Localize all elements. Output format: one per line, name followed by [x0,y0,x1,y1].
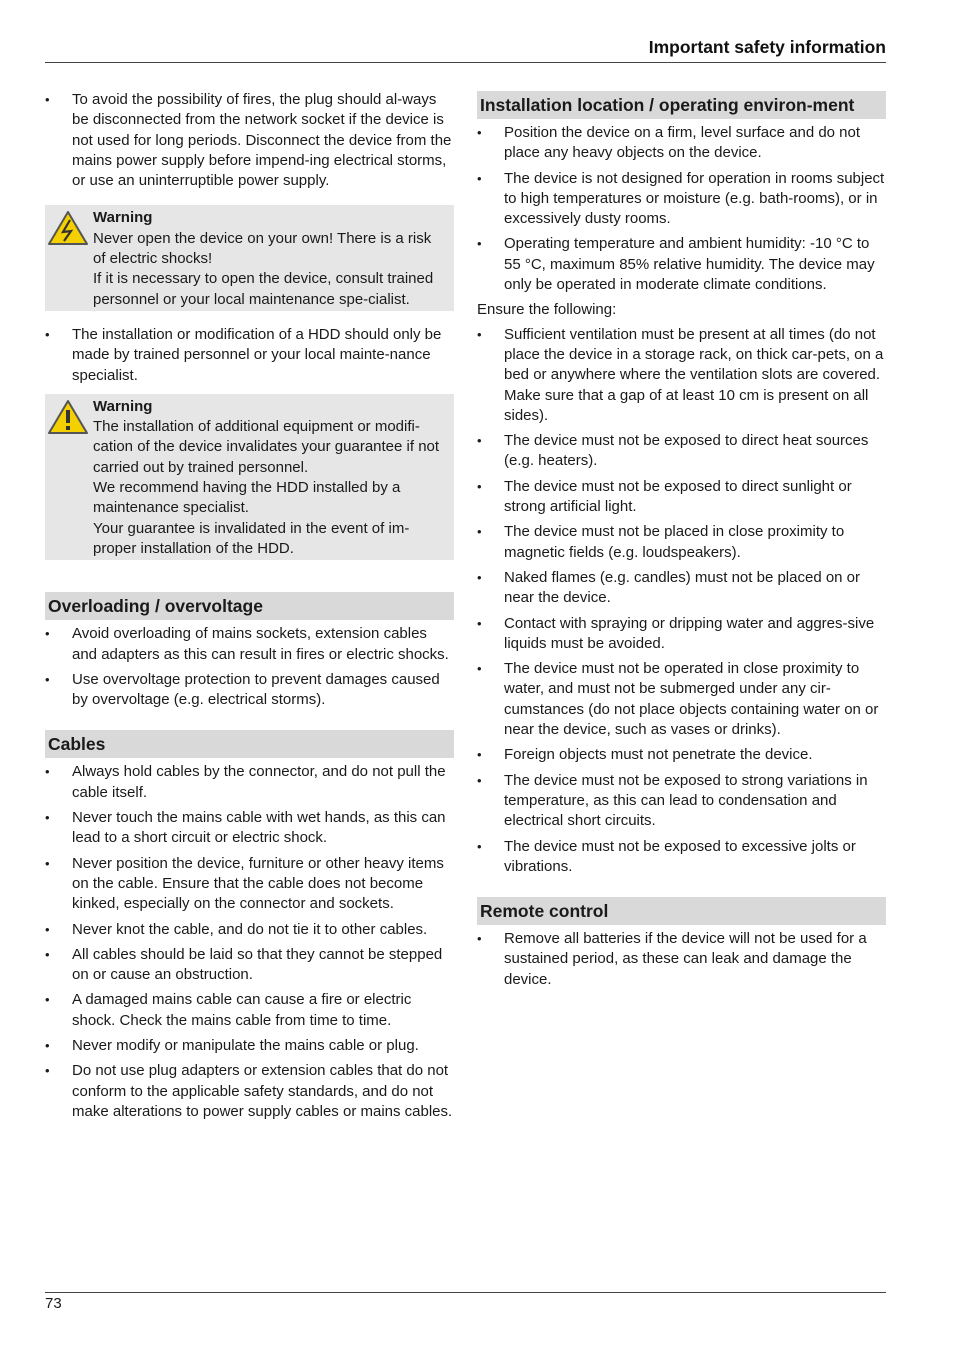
warning-text: We recommend having the HDD installed by a maintenance specialist. [93,479,401,517]
list-item: • Use overvoltage protection to prevent damages caused by overvoltage (e.g. electrical storms). [45,670,454,711]
warning-text: Your guarantee is invalidated in the event of im-proper installation of the HDD. [93,519,410,557]
list-item: • Never position the device, furniture or other heavy items on the cable. Ensure that the cable does not become kinked, especially on the connector and sockets. [45,854,454,915]
list-item: • All cables should be laid so that they cannot be stepped on or cause an obstruction. [45,945,454,986]
left-column [45,90,454,1127]
warning-icon [47,398,89,436]
list-item: • Do not use plug adapters or extension cables that do not conform to the applicable safety standards, and do not make alterations to power supply cables or mains cables. [45,1061,454,1122]
list-item: • Never modify or manipulate the mains cable or plug. [45,1036,454,1056]
hdd-list [45,325,454,386]
warning-text: Never open the device on your own! There is a risk of electric shocks! [93,229,432,268]
overloading-list [45,624,454,710]
warning-text: If it is necessary to open the device, consult trained personnel or your local maintenance spe-cialist. [93,270,434,308]
cables-list [45,762,454,1122]
page-header [45,36,886,63]
ensure-list [477,325,886,877]
section-heading-remote: Remote control [477,897,886,925]
remote-list [477,929,886,990]
list-item: • The device must not be operated in close proximity to water, and must not be submerged under any cir-cumstances (do not place objects containing water on or near the device, such as vases or drinks). [477,659,886,740]
warning-box [45,394,454,560]
intro-list [45,90,454,191]
header-title: Important safety information [648,37,886,57]
list-item: • Never knot the cable, and do not tie it to other cables. [45,920,454,940]
ensure-label: Ensure the following: [477,301,617,319]
section-heading-installation: Installation location / operating environ-ment [477,91,886,119]
warning-text: The installation of additional equipment or modifi-cation of the device invalidates your guarantee if not carried out by trained personnel. [93,418,440,476]
list-item: • Sufficient ventilation must be present at all times (do not place the device in a storage rack, on thick car-pets, on a bed or anywhere where the ventilation slots are covered. Make sure that a gap of at least 10 cm is present on all sides). [477,325,886,426]
list-item: • Always hold cables by the connector, and do not pull the cable itself. [45,762,454,803]
warning-title: Warning [93,209,153,227]
list-item: • Naked flames (e.g. candles) must not be placed on or near the device. [477,568,886,609]
list-item: • Position the device on a firm, level surface and do not place any heavy objects on the device. [477,123,886,164]
list-item: • The device must not be placed in close proximity to magnetic fields (e.g. loudspeakers). [477,522,886,563]
footer-rule [45,1292,886,1293]
list-item: • Foreign objects must not penetrate the device. [477,745,886,765]
list-item: • Never touch the mains cable with wet hands, as this can lead to a short circuit or electric shock. [45,808,454,849]
list-item: • The device is not designed for operation in rooms subject to high temperatures or moisture (e.g. bath-rooms), or in excessively dusty rooms. [477,169,886,230]
list-item: • Operating temperature and ambient humidity: -10 °C to 55 °C, maximum 85% relative humidity. The device may only be operated in moderate climate conditions. [477,234,886,295]
warning-icon [47,209,89,247]
list-item: • Remove all batteries if the device will not be used for a sustained period, as these can leak and damage the device. [477,929,886,990]
page-number: 73 [45,1295,62,1312]
installation-list [477,123,886,295]
list-item: • A damaged mains cable can cause a fire or electric shock. Check the mains cable from time to time. [45,990,454,1031]
list-item: • The installation or modification of a HDD should only be made by trained personnel or your local mainte-nance specialist. [45,325,454,386]
list-item: • The device must not be exposed to strong variations in temperature, as this can lead to condensation and electrical short circuits. [477,771,886,832]
list-item: • Avoid overloading of mains sockets, extension cables and adapters as this can result in fires or electric shocks. [45,624,454,665]
warning-box [45,205,454,310]
list-item: • The device must not be exposed to direct sunlight or strong artificial light. [477,477,886,518]
section-heading-cables: Cables [45,730,454,758]
warning-title: Warning [93,397,153,415]
section-heading-overloading: Overloading / overvoltage [45,592,454,620]
list-item: • The device must not be exposed to excessive jolts or vibrations. [477,837,886,878]
list-item: • Contact with spraying or dripping water and aggres-sive liquids must be avoided. [477,614,886,655]
list-item: • To avoid the possibility of fires, the plug should al-ways be disconnected from the network socket if the device is not used for long periods. Disconnect the device from the mains power supply before impend-ing electrical storms, or use an uninterruptible power supply. [45,90,454,191]
list-item: • The device must not be exposed to direct heat sources (e.g. heaters). [477,431,886,472]
right-column [477,91,886,995]
